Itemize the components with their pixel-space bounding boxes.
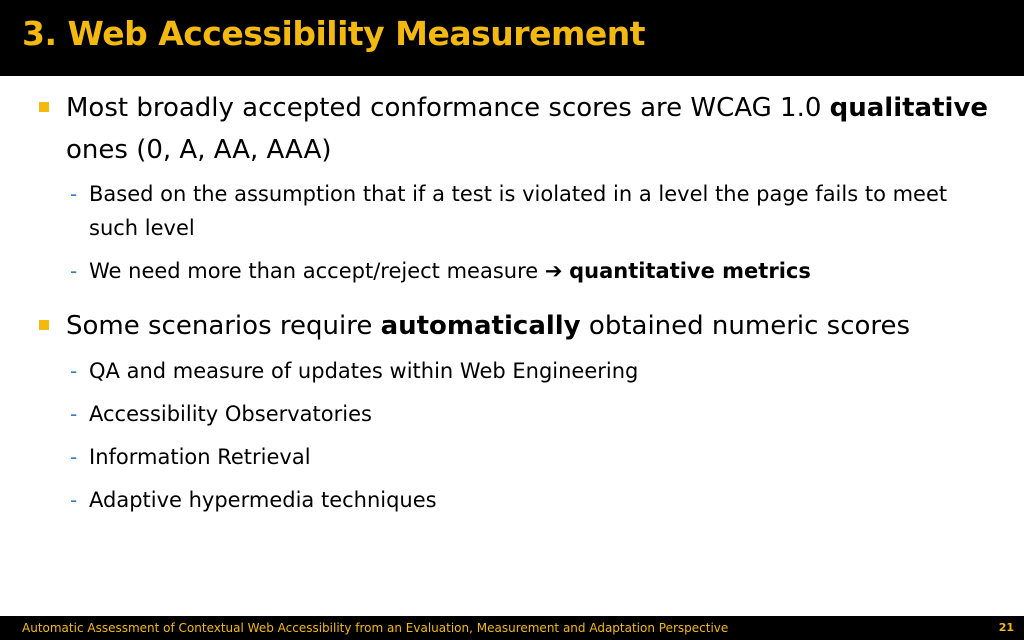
- dash-bullet-icon: -: [70, 182, 78, 206]
- dash-bullet-icon: -: [70, 402, 78, 426]
- sub-item-emphasis: quantitative metrics: [569, 259, 811, 283]
- sub-item-text: Based on the assumption that if a test is violated in a level the page fails to meet such level: [89, 182, 948, 240]
- bullet-text: Some scenarios require: [66, 311, 381, 341]
- square-bullet-icon: [39, 102, 49, 112]
- right-arrow-icon: ➔: [544, 259, 563, 283]
- sub-item: [70, 397, 994, 431]
- sub-item-text: Accessibility Observatories: [89, 402, 372, 426]
- bullet-text: Most broadly accepted conformance scores are WCAG 1.0: [66, 93, 830, 123]
- sub-item-text: QA and measure of updates within Web Engineering: [89, 359, 639, 383]
- page-number: 21: [998, 621, 1014, 634]
- sub-item-text: We need more than accept/reject measure: [89, 259, 545, 283]
- dash-bullet-icon: -: [70, 259, 78, 283]
- footer-text: Automatic Assessment of Contextual Web Accessibility from an Evaluation, Measurement and Adaptation Perspective: [22, 621, 729, 635]
- bullet-text: ones (0, A, AA, AAA): [66, 135, 332, 165]
- slide-content: [0, 76, 1024, 616]
- sub-item: [70, 254, 994, 288]
- square-bullet-icon: [39, 320, 49, 330]
- sub-item-text: Adaptive hypermedia techniques: [89, 488, 437, 512]
- dash-bullet-icon: -: [70, 359, 78, 383]
- sub-item: [70, 440, 994, 474]
- bullet-text: obtained numeric scores: [580, 311, 911, 341]
- slide-title: 3. Web Accessibility Measurement: [22, 14, 645, 53]
- sub-item-text: Information Retrieval: [89, 445, 311, 469]
- dash-bullet-icon: -: [70, 488, 78, 512]
- bullet-emphasis: automatically: [380, 311, 581, 341]
- bullet-item: [66, 87, 996, 171]
- bullet-item: [66, 305, 996, 347]
- sub-item: [70, 354, 994, 388]
- sub-item: [70, 177, 994, 245]
- sub-item: [70, 483, 994, 517]
- bullet-emphasis: qualitative: [829, 93, 989, 123]
- dash-bullet-icon: -: [70, 445, 78, 469]
- title-bar: [0, 0, 1024, 76]
- footer-bar: [0, 616, 1024, 640]
